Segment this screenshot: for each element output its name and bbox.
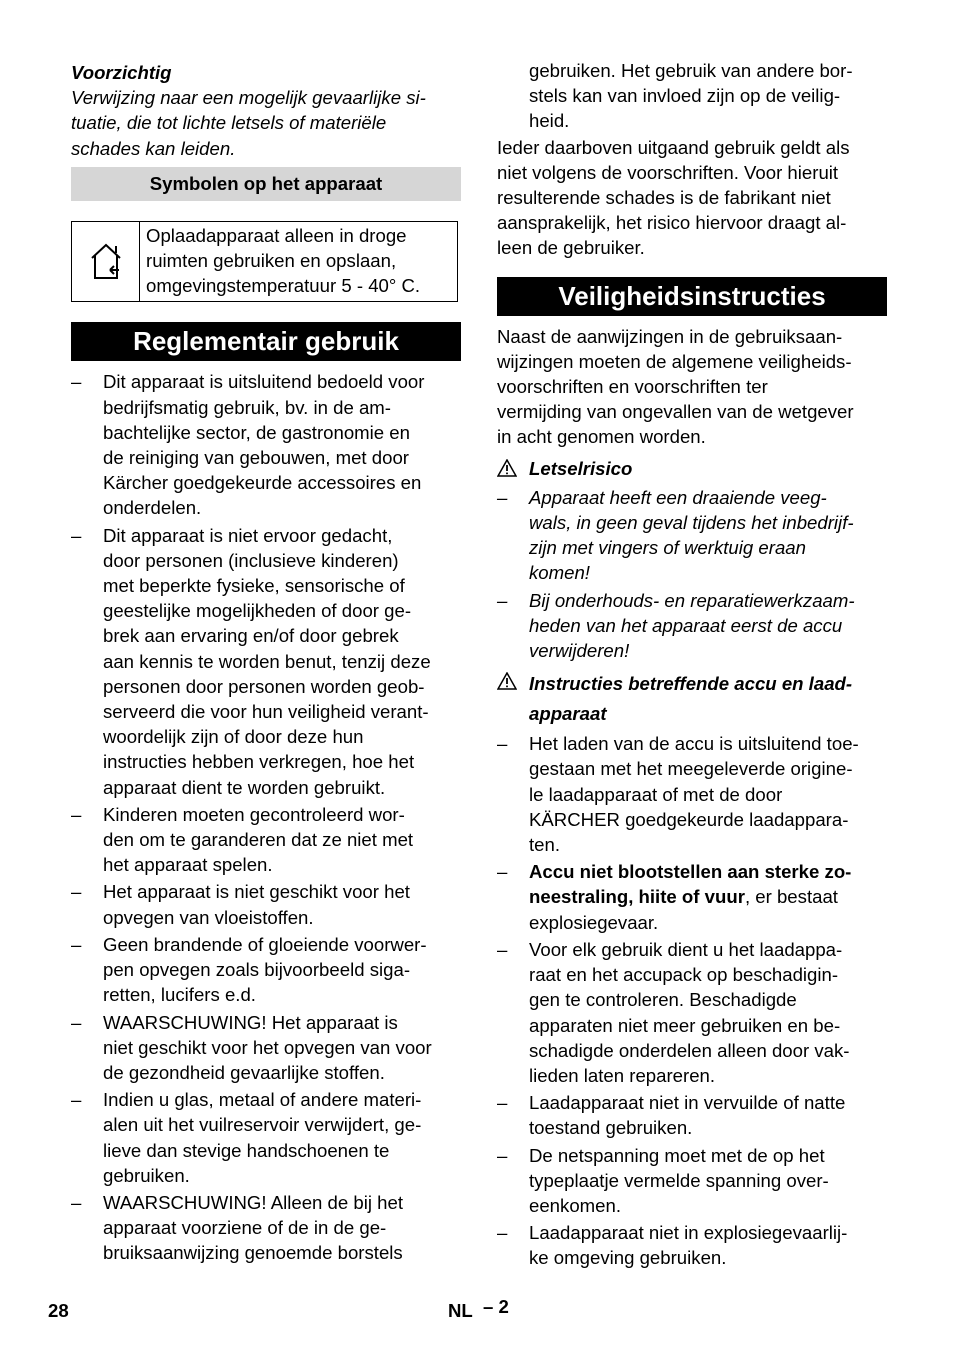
- dash-bullet: –: [71, 803, 82, 825]
- list-item: [497, 859, 887, 935]
- item-line: zijn met vingers of werktuig eraan: [529, 537, 806, 559]
- battery-title-line: apparaat: [529, 703, 607, 725]
- item-line: ke omgeving gebruiken.: [529, 1247, 727, 1269]
- list-item: [71, 523, 461, 800]
- symbol-line: omgevingstemperatuur 5 - 40° C.: [146, 275, 421, 297]
- item-line: apparaat dient te worden gebruikt.: [103, 776, 386, 798]
- list-item: [71, 932, 461, 1008]
- intro-line: Naast de aanwijzingen in de gebruiksaan-: [497, 325, 843, 347]
- item-line: gen te controleren. Beschadigde: [529, 989, 797, 1011]
- battery-list: [497, 731, 887, 1270]
- right-column: [497, 58, 887, 1273]
- item-line: Kinderen moeten gecontroleerd wor-: [103, 803, 405, 825]
- item-line: gestaan met het meegeleverde origine-: [529, 758, 853, 780]
- usage-list: [71, 369, 461, 1265]
- item-line: serveerd die voor hun veiligheid verant-: [103, 701, 429, 723]
- item-line: gebruiken.: [103, 1164, 190, 1186]
- item-line: WAARSCHUWING! Alleen de bij het: [103, 1191, 404, 1213]
- item-line-bold: [529, 884, 887, 909]
- list-item: [71, 1010, 461, 1086]
- item-line: De netspanning moet met de op het: [529, 1144, 825, 1166]
- item-line: den om te garanderen dat ze niet met: [103, 829, 414, 851]
- dash-bullet: –: [71, 1191, 82, 1213]
- item-line: wals, in geen geval tijdens het inbedrijf-: [529, 512, 854, 534]
- symbol-line: Oplaadapparaat alleen in droge: [146, 224, 407, 246]
- item-line-bold: [529, 859, 887, 884]
- sub-page-number: – 2: [483, 1296, 509, 1317]
- section-title-reglementair: Reglementair gebruik: [71, 322, 461, 361]
- warning-triangle-icon: [497, 459, 517, 477]
- list-item: [497, 1220, 887, 1270]
- bold-text: neestraling, hiite of vuur: [529, 886, 745, 908]
- item-line: typeplaatje vermelde spanning over-: [529, 1169, 829, 1191]
- list-item: [71, 1087, 461, 1188]
- caution-line: tuatie, die tot lichte letsels of materiële: [71, 112, 387, 134]
- item-line: bachtelijke sector, de gastronomie en: [103, 421, 410, 443]
- continued-item: [497, 58, 887, 134]
- continued-line: heid.: [529, 110, 570, 132]
- para-line: aansprakelijk, het risico hiervoor draagt al-: [497, 212, 847, 234]
- item-line: lieve dan stevige handschoenen te: [103, 1139, 390, 1161]
- item-line: Bij onderhouds- en reparatiewerkzaam-: [529, 589, 855, 611]
- caution-title: Voorzichtig: [71, 62, 172, 83]
- item-line: Kärcher goedgekeurde accessoires en: [103, 472, 422, 494]
- dash-bullet: –: [71, 881, 82, 903]
- dash-bullet: –: [71, 371, 82, 393]
- list-item: [497, 731, 887, 857]
- list-item: [71, 879, 461, 929]
- item-line: door personen (inclusieve kinderen): [103, 549, 399, 571]
- caution-line: Verwijzing naar een mogelijk gevaarlijke si-: [71, 87, 426, 109]
- item-line: Dit apparaat is uitsluitend bedoeld voor: [103, 371, 425, 393]
- para-line: Ieder daarboven uitgaand gebruik geldt als: [497, 136, 850, 158]
- dash-bullet: –: [497, 1144, 508, 1166]
- item-line: Het laden van de accu is uitsluitend toe-: [529, 733, 859, 755]
- battery-title-line: Instructies betreffende accu en laad-: [529, 673, 853, 695]
- list-item: [497, 588, 887, 664]
- item-line: WAARSCHUWING! Het apparaat is: [103, 1011, 398, 1033]
- item-line: woordelijk zijn of door deze hun: [103, 726, 364, 748]
- tail-text: , er bestaat: [744, 886, 838, 908]
- item-line: ten.: [529, 834, 561, 856]
- item-line: niet geschikt voor het opvegen van voor: [103, 1036, 432, 1058]
- item-line: bedrijfsmatig gebruik, bv. in de am-: [103, 396, 391, 418]
- item-line: KÄRCHER goedgekeurde laadappara-: [529, 808, 849, 830]
- item-line: schadigde onderdelen alleen door vak-: [529, 1039, 850, 1061]
- intro-line: voorschriften en voorschriften ter: [497, 376, 768, 398]
- item-line: raat en het accupack op beschadigin-: [529, 964, 839, 986]
- item-line: retten, lucifers e.d.: [103, 984, 256, 1006]
- intro-line: wijzingen moeten de algemene veiligheids-: [497, 350, 852, 372]
- left-column: [71, 60, 461, 1268]
- battery-heading: [497, 669, 887, 729]
- continued-line: gebruiken. Het gebruik van andere bor-: [529, 60, 853, 81]
- item-line: eenkomen.: [529, 1194, 621, 1216]
- item-line: brek aan ervaring en/of door gebrek: [103, 625, 399, 647]
- list-item: [497, 1090, 887, 1140]
- intro-line: in acht genomen worden.: [497, 426, 706, 448]
- intro-line: vermijding van ongevallen van de wetgever: [497, 401, 854, 423]
- item-line: bruiksaanwijzing genoemde borstels: [103, 1242, 403, 1264]
- item-line: de gezondheid gevaarlijke stoffen.: [103, 1061, 385, 1083]
- page-number: 28: [48, 1300, 69, 1321]
- item-line: verwijderen!: [529, 640, 630, 662]
- item-line: geestelijke mogelijkheden of door ge-: [103, 600, 412, 622]
- item-line: apparaat voorziene of de in de ge-: [103, 1217, 387, 1239]
- section-title-veiligheid: Veiligheidsinstructies: [497, 277, 887, 316]
- caution-line: schades kan leiden.: [71, 137, 236, 159]
- warning-triangle-icon: [497, 672, 517, 690]
- dash-bullet: –: [497, 938, 508, 960]
- dash-bullet: –: [497, 733, 508, 755]
- continued-line: stels kan van invloed zijn op de veilig-: [529, 85, 841, 107]
- para-line: leen de gebruiker.: [497, 237, 645, 259]
- item-line: de reiniging van gebouwen, met door: [103, 447, 409, 469]
- dash-bullet: –: [71, 524, 82, 546]
- para-line: resulterende schades is de fabrikant niet: [497, 187, 831, 209]
- item-line: aan kennis te worden benut, tenzij deze: [103, 650, 431, 672]
- dash-bullet: –: [71, 1089, 82, 1111]
- item-line: opvegen van vloeistoffen.: [103, 906, 314, 928]
- dash-bullet: –: [71, 933, 82, 955]
- item-line: komen!: [529, 562, 590, 584]
- bold-text: Accu niet blootstellen aan sterke zo-: [529, 861, 852, 883]
- symbol-table: [71, 221, 458, 303]
- item-line: Laadapparaat niet in vervuilde of natte: [529, 1092, 846, 1114]
- caution-text: [71, 85, 461, 161]
- item-line: met beperkte fysieke, sensorische of: [103, 575, 405, 597]
- item-line: onderdelen.: [103, 497, 202, 519]
- dash-bullet: –: [497, 1092, 508, 1114]
- item-line: Laadapparaat niet in explosiegevaarlij-: [529, 1222, 848, 1244]
- item-line: alen uit het vuilreservoir verwijdert, ge-: [103, 1114, 422, 1136]
- item-line: heden van het apparaat eerst de accu: [529, 614, 843, 636]
- injury-heading: [497, 456, 887, 481]
- item-line: Het apparaat is niet geschikt voor het: [103, 881, 410, 903]
- symbol-description: [140, 222, 426, 302]
- usage-paragraph: [497, 135, 887, 261]
- list-item: [71, 802, 461, 878]
- dash-bullet: –: [71, 1011, 82, 1033]
- dash-bullet: –: [497, 1222, 508, 1244]
- item-line: Dit apparaat is niet ervoor gedacht,: [103, 524, 393, 546]
- dash-bullet: –: [497, 589, 508, 611]
- list-item: [71, 1190, 461, 1266]
- list-item: [497, 937, 887, 1088]
- list-item: [71, 369, 461, 520]
- item-line: Indien u glas, metaal of andere materi-: [103, 1089, 422, 1111]
- item-line: apparaten niet meer gebruiken en be-: [529, 1014, 841, 1036]
- item-line: Apparaat heeft een draaiende veeg-: [529, 486, 827, 508]
- item-line: toestand gebruiken.: [529, 1117, 693, 1139]
- injury-title: Letselrisico: [529, 457, 633, 479]
- item-line: le laadapparaat of met de door: [529, 783, 783, 805]
- indoor-use-house-icon: [86, 240, 126, 284]
- item-line: pen opvegen zoals bijvoorbeeld siga-: [103, 959, 411, 981]
- safety-intro: [497, 324, 887, 450]
- symbols-header: Symbolen op het apparaat: [71, 167, 461, 201]
- item-line: explosiegevaar.: [529, 911, 659, 933]
- dash-bullet: –: [497, 861, 508, 883]
- injury-list: [497, 485, 887, 663]
- symbol-line: ruimten gebruiken en opslaan,: [146, 250, 397, 272]
- list-item: [497, 1143, 887, 1219]
- item-line: Voor elk gebruik dient u het laadappa-: [529, 938, 843, 960]
- symbol-cell: [72, 222, 140, 302]
- item-line: lieden laten repareren.: [529, 1064, 716, 1086]
- item-line: personen door personen worden geob-: [103, 675, 425, 697]
- item-line: het apparaat spelen.: [103, 854, 273, 876]
- item-line: instructies hebben verkregen, hoe het: [103, 751, 415, 773]
- language-code: NL: [448, 1300, 473, 1321]
- item-line: Geen brandende of gloeiende voorwer-: [103, 933, 427, 955]
- dash-bullet: –: [497, 486, 508, 508]
- para-line: niet volgens de voorschriften. Voor hieruit: [497, 161, 839, 183]
- list-item: [497, 485, 887, 586]
